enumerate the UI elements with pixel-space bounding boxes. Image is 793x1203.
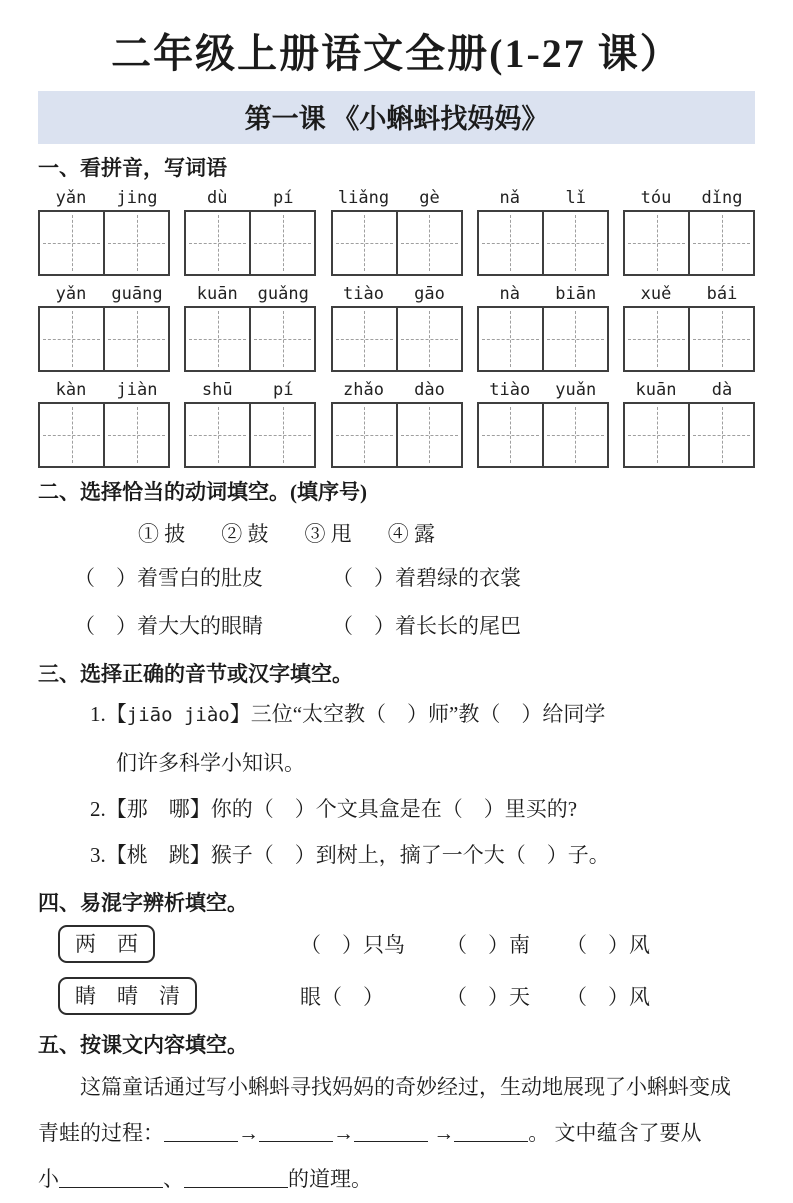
fill-phrase: （ ）风 [566,933,650,958]
writing-grid [477,402,609,468]
writing-cell [333,212,396,274]
pinyin-labels [331,380,463,400]
writing-grid [331,210,463,276]
pinyin-syllable: pí [273,380,294,400]
writing-cell [542,404,607,466]
pinyin-syllable: gāo [414,284,445,304]
pinyin-syllable: liǎng [337,188,390,208]
writing-cell [333,308,396,370]
question-continuation: 们许多科学小知识。 [116,750,305,775]
writing-grid [477,210,609,276]
answer-blank [354,1139,428,1142]
passage-text: 的道理。 [288,1166,372,1191]
passage-text: 小 [38,1166,59,1191]
pinyin-word-group [331,188,463,276]
confusable-row [38,977,755,1015]
pinyin-syllable: dǐng [701,188,743,208]
pinyin-syllable: yǎn [55,188,87,208]
writing-grid [38,402,170,468]
arrow-glyph: → [428,1121,455,1146]
writing-cell [249,404,314,466]
pinyin-word-group [623,380,755,468]
pinyin-syllable: lǐ [565,188,586,208]
writing-cell [625,212,688,274]
page-title: 二年级上册语文全册(1-27 课） [111,31,682,76]
pinyin-syllable: kàn [55,380,87,400]
pinyin-syllable: pí [273,188,294,208]
arrow-glyph: → [238,1121,259,1146]
question-item [38,700,755,729]
pinyin-word-group [38,380,170,468]
writing-cell [186,404,249,466]
pinyin-labels [184,284,316,304]
writing-grid [184,402,316,468]
pinyin-labels [477,380,609,400]
verb-option: ② 鼓 [221,522,269,546]
option-box-wrap [58,977,300,1015]
passage-text: 、 [163,1166,184,1191]
pinyin-labels [38,380,170,400]
pinyin-labels [623,380,755,400]
writing-cell [40,404,103,466]
pinyin-syllable: dà [711,380,733,400]
writing-cell [396,212,461,274]
pinyin-labels [477,188,609,208]
writing-grid [184,210,316,276]
pinyin-word-group [623,284,755,372]
writing-grid [623,306,755,372]
writing-grid [38,210,170,276]
option-box-wrap [58,925,300,963]
writing-cell [479,212,542,274]
verb-option: ③ 甩 [304,522,352,546]
pinyin-word-group [477,380,609,468]
pinyin-word-group [623,188,755,276]
pinyin-word-group [184,380,316,468]
question-text: 1.【 [90,702,127,726]
passage-line: 这篇童话通过写小蝌蚪寻找妈妈的奇妙经过，生动地展现了小蝌蚪变成 [80,1075,731,1100]
question-item: 3.【桃 跳】猴子（ ）到树上，摘了一个大（ ）子。 [90,842,610,867]
pinyin-grid-row [38,188,755,276]
lesson-title: 第一课 《小蝌蚪找妈妈》 [244,104,549,134]
writing-cell [186,212,249,274]
pinyin-labels [184,188,316,208]
pinyin-word-group [38,284,170,372]
section2-heading: 二、选择恰当的动词填空。(填序号) [38,480,367,504]
pinyin-syllable: xuě [640,284,672,304]
pinyin-grid-row [38,380,755,468]
writing-cell [688,212,753,274]
pinyin-syllable: jing [116,188,158,208]
pinyin-syllable: nǎ [499,188,520,208]
writing-cell [249,212,314,274]
writing-cell [542,308,607,370]
writing-cell [625,308,688,370]
writing-cell [479,404,542,466]
pinyin-word-group [184,284,316,372]
verb-option: ④ 露 [387,522,435,546]
writing-cell [396,308,461,370]
confusable-row [38,925,755,963]
pinyin-labels [623,188,755,208]
pinyin-syllable: nà [499,284,520,304]
writing-grid [623,402,755,468]
fill-phrase: （ ）天 [446,985,530,1010]
pinyin-word-group [477,188,609,276]
section4-heading: 四、易混字辨析填空。 [38,891,248,916]
fill-line [38,610,755,640]
pinyin-syllable: biān [555,284,597,304]
section1-heading: 一、看拼音，写词语 [38,156,227,180]
confusable-chars-box: 两 西 [58,925,155,963]
writing-cell [688,404,753,466]
pinyin-labels [623,284,755,304]
pinyin-word-group [477,284,609,372]
pinyin-syllable: tóu [640,188,672,208]
pinyin-syllable: bái [706,284,738,304]
pinyin-labels [477,284,609,304]
answer-blank [59,1185,163,1188]
pinyin-word-group [184,188,316,276]
question-item: 2.【那 哪】你的（ ）个文具盒是在（ ）里买的? [90,796,578,821]
fill-phrase: （ ）着长长的尾巴 [332,614,521,638]
fill-phrase: （ ）着雪白的肚皮 [74,566,263,590]
pinyin-labels [184,380,316,400]
writing-cell [333,404,396,466]
answer-blank [164,1139,238,1142]
pinyin-syllable: shū [201,380,233,400]
writing-cell [249,308,314,370]
pinyin-word-group [38,188,170,276]
pinyin-choices: jiāo jiào [126,704,230,726]
writing-cell [396,404,461,466]
writing-cell [186,308,249,370]
pinyin-syllable: gè [419,188,440,208]
pinyin-labels [331,284,463,304]
passage-text: 。 文中蕴含了要从 [528,1121,702,1146]
pinyin-syllable: tiào [489,380,531,400]
writing-grid [331,402,463,468]
arrow-glyph: → [333,1121,354,1146]
fill-line [38,562,755,592]
pinyin-syllable: zhǎo [343,380,384,400]
fill-phrase: （ ）只鸟 [300,933,405,958]
confusable-chars-box: 睛 晴 清 [58,977,197,1015]
pinyin-labels [38,188,170,208]
writing-cell [40,308,103,370]
writing-grid [38,306,170,372]
writing-cell [625,404,688,466]
fill-phrase: 眼（ ） [300,985,384,1010]
fill-phrase: （ ）着大大的眼睛 [74,614,263,638]
writing-grid [331,306,463,372]
pinyin-grid-row [38,284,755,372]
writing-grid [184,306,316,372]
writing-cell [40,212,103,274]
writing-grid [623,210,755,276]
lesson-title-bar [38,91,755,144]
writing-cell [103,404,168,466]
pinyin-syllable: dù [207,188,228,208]
passage-line [38,1157,755,1203]
question-text: 】三位“太空教（ ）师”教（ ）给同学 [229,702,606,726]
pinyin-word-group [331,284,463,372]
section5-heading: 五、按课文内容填空。 [38,1033,248,1058]
verb-options [38,518,755,548]
answer-blank [454,1139,528,1142]
pinyin-syllable: guǎng [257,284,309,304]
pinyin-syllable: dào [414,380,445,400]
pinyin-syllable: tiào [343,284,384,304]
writing-cell [542,212,607,274]
writing-grid [477,306,609,372]
fill-phrase: （ ）南 [446,933,530,958]
pinyin-syllable: guāng [111,284,163,304]
pinyin-syllable: kuān [196,284,238,304]
pinyin-syllable: kuān [635,380,677,400]
pinyin-syllable: jiàn [116,380,158,400]
pinyin-labels [331,188,463,208]
writing-cell [103,212,168,274]
answer-blank [184,1185,288,1188]
writing-cell [688,308,753,370]
pinyin-labels [38,284,170,304]
passage-line [38,1111,755,1157]
fill-phrase: （ ）着碧绿的衣裳 [332,566,521,590]
passage-text: 青蛙的过程： [38,1121,164,1146]
section3-heading: 三、选择正确的音节或汉字填空。 [38,662,353,686]
writing-cell [479,308,542,370]
fill-phrase: （ ）风 [566,985,650,1010]
writing-cell [103,308,168,370]
pinyin-syllable: yǎn [55,284,87,304]
pinyin-syllable: yuǎn [555,380,597,400]
verb-option: ① 披 [138,522,186,546]
pinyin-word-group [331,380,463,468]
answer-blank [259,1139,333,1142]
